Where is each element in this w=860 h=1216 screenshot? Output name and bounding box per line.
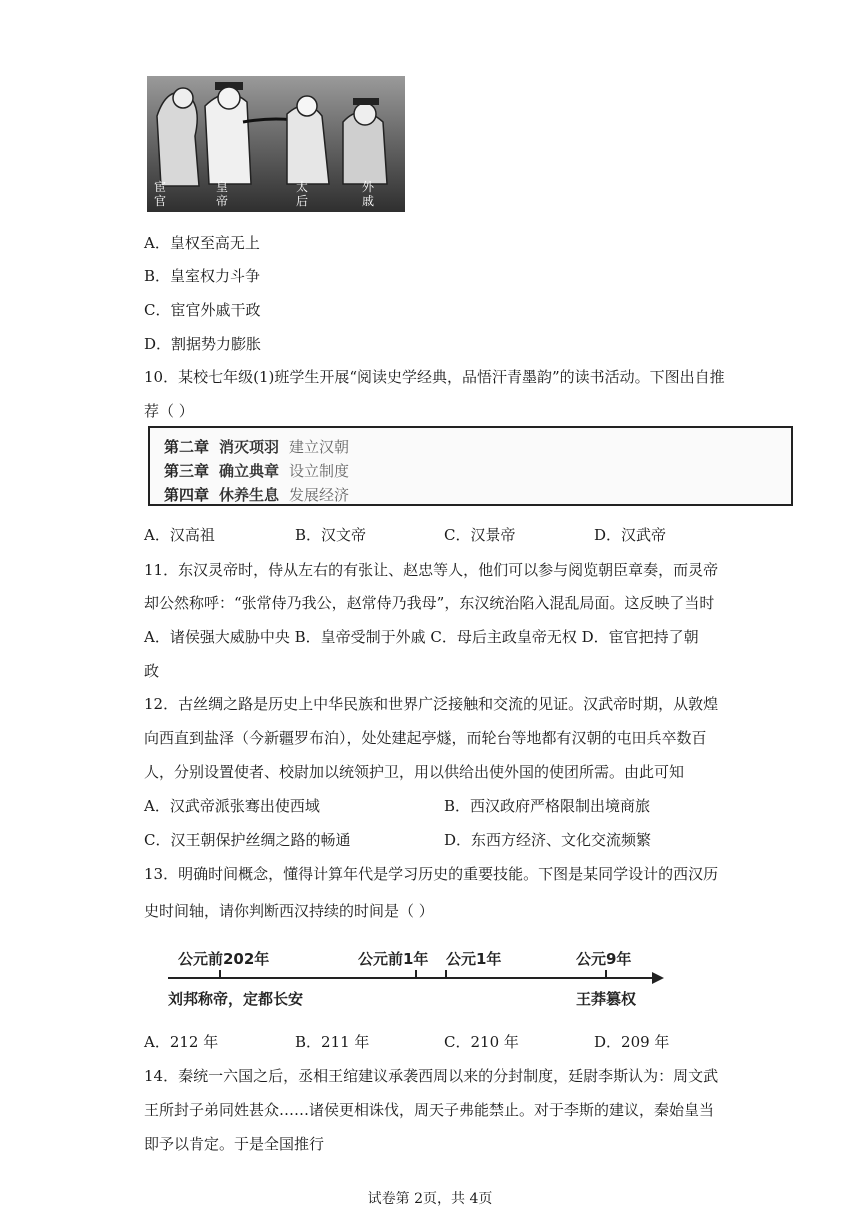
q10-option-d[interactable]: D．汉武帝 [594, 526, 667, 544]
chapter-row [164, 484, 349, 505]
chapter-title-part1: 确立典章 [219, 462, 280, 480]
q13-option-a[interactable]: A．212 年 [144, 1033, 219, 1051]
timeline-label-1ad: 公元1年 [446, 950, 502, 968]
q13-stem-line2: 史时间轴，请你判断西汉持续的时间是（ ） [144, 902, 434, 920]
q11-stem-line2: 却公然称呼：“张常侍乃我公，赵常侍乃我母”，东汉统治陷入混乱局面。这反映了当时 [144, 594, 715, 612]
q11-options-line2[interactable]: 政 [144, 662, 160, 680]
q10-stem-line2: 荐（ ） [144, 402, 194, 420]
q14-stem-line1: 14．秦统一六国之后，丞相王绾建议承袭西周以来的分封制度，廷尉李斯认为：周文武 [144, 1067, 719, 1085]
chapter-title-part2: 建立汉朝 [289, 438, 350, 456]
q12-option-c[interactable]: C．汉王朝保护丝绸之路的畅通 [144, 831, 351, 849]
chapter-title-part1: 休养生息 [219, 486, 280, 504]
timeline-label-202bc: 公元前202年 [178, 950, 270, 968]
chapter-number: 第二章 [164, 438, 210, 456]
q12-stem-line2: 向西直到盐泽（今新疆罗布泊），处处建起亭燧，而轮台等地都有汉朝的屯田兵卒数百 [144, 729, 707, 747]
timeline-label-1bc: 公元前1年 [358, 950, 429, 968]
chapter-row [164, 460, 349, 481]
q12-stem-line1: 12．古丝绸之路是历史上中华民族和世界广泛接触和交流的见证。汉武帝时期，从敦煌 [144, 695, 719, 713]
book-table-of-contents [148, 426, 793, 506]
chapter-row [164, 436, 349, 457]
timeline-label-9ad: 公元9年 [576, 950, 632, 968]
chapter-number: 第四章 [164, 486, 210, 504]
q10-option-c[interactable]: C．汉景帝 [444, 526, 516, 544]
page-footer: 试卷第 2页，共 4页 [367, 1191, 493, 1207]
q14-stem-line2: 王所封子弟同姓甚众……诸侯更相诛伐，周天子弗能禁止。对于李斯的建议，秦始皇当 [144, 1101, 715, 1119]
q12-stem-line3: 人，分别设置使者、校尉加以统领护卫，用以供给出使外国的使团所需。由此可知 [144, 763, 685, 781]
palace-struggle-illustration [147, 76, 405, 212]
label-empress-dowager: 太后 [295, 180, 308, 208]
chapter-title-part2: 发展经济 [289, 486, 350, 504]
q13-option-d[interactable]: D．209 年 [594, 1033, 670, 1051]
label-eunuch: 宦官 [153, 180, 166, 208]
q11-stem-line1: 11．东汉灵帝时，侍从左右的有张让、赵忠等人，他们可以参与阅览朝臣章奏，而灵帝 [144, 561, 719, 579]
q14-stem-line3: 即予以肯定。于是全国推行 [144, 1135, 325, 1153]
chapter-title-part1: 消灭项羽 [219, 438, 280, 456]
q9-option-c[interactable]: C．宦官外戚干政 [144, 301, 261, 319]
q12-option-d[interactable]: D．东西方经济、文化交流频繁 [444, 831, 652, 849]
q10-option-b[interactable]: B．汉文帝 [295, 526, 367, 544]
q9-option-d[interactable]: D．割据势力膨胀 [144, 335, 262, 353]
q9-option-b[interactable]: B．皇室权力斗争 [144, 267, 261, 285]
q12-option-b[interactable]: B．西汉政府严格限制出境商旅 [444, 797, 651, 815]
label-emperor: 皇帝 [215, 180, 228, 208]
timeline-event-liubang: 刘邦称帝，定都长安 [168, 990, 304, 1008]
q10-stem-line1: 10．某校七年级(1)班学生开展“阅读史学经典，品悟汗青墨韵”的读书活动。下图出自推 [144, 368, 725, 386]
q10-option-a[interactable]: A．汉高祖 [144, 526, 215, 544]
timeline-event-wangmang: 王莽篡权 [576, 990, 637, 1008]
q13-option-b[interactable]: B．211 年 [295, 1033, 370, 1051]
q13-option-c[interactable]: C．210 年 [444, 1033, 519, 1051]
q12-option-a[interactable]: A．汉武帝派张骞出使西域 [144, 797, 320, 815]
q11-options-line1[interactable]: A．诸侯强大威胁中央 B．皇帝受制于外戚 C．母后主政皇帝无权 D．宦官把持了朝 [144, 628, 699, 646]
label-consort-relatives: 外戚 [361, 180, 374, 208]
western-han-timeline [160, 944, 670, 1014]
q13-stem-line1: 13．明确时间概念，懂得计算年代是学习历史的重要技能。下图是某同学设计的西汉历 [144, 865, 719, 883]
q9-option-a[interactable]: A．皇权至高无上 [144, 234, 260, 252]
chapter-title-part2: 设立制度 [289, 462, 350, 480]
chapter-number: 第三章 [164, 462, 210, 480]
